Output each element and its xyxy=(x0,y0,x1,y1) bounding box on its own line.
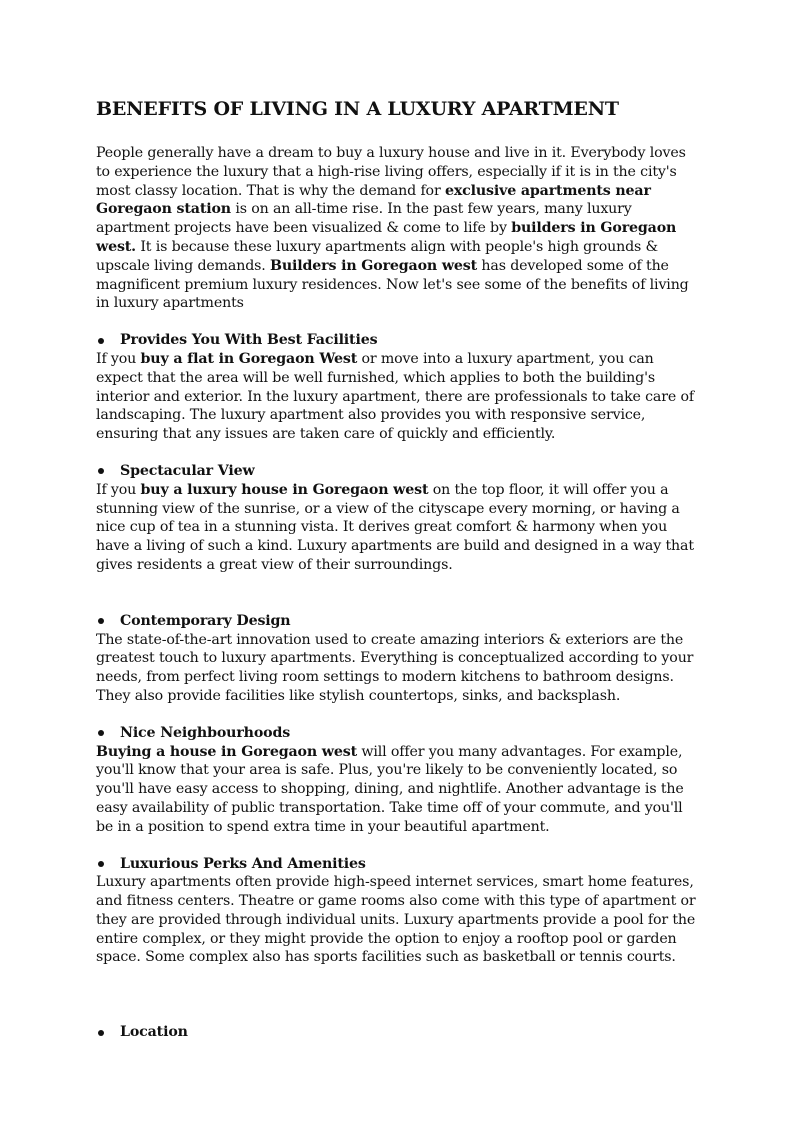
section-heading xyxy=(96,855,700,874)
intro-keyword: exclusive apartments near Goregaon station xyxy=(96,182,651,218)
section-heading-text: Luxurious Perks And Amenities xyxy=(120,855,366,872)
page-title: BENEFITS OF LIVING IN A LUXURY APARTMENT xyxy=(96,98,619,120)
section-body xyxy=(96,481,700,575)
section-heading xyxy=(96,612,700,631)
body-text: If you xyxy=(96,481,141,498)
section-heading-text: Nice Neighbourhoods xyxy=(120,724,291,741)
body-text: will offer you many advantages. For example, you'll know that your area is safe. Plus, you're likely to be conveniently located, so you'll have easy access to shopping, dining, and nightlife. Another advantage is the easy availability of public transportation. Take time off of your commute, and you'll be in a position to spend extra time in your beautiful apartment. xyxy=(96,743,684,835)
body-keyword: buy a luxury house in Goregaon west xyxy=(140,481,429,498)
section-heading xyxy=(96,1023,700,1042)
section-heading-text: Location xyxy=(120,1024,188,1041)
section-heading xyxy=(96,724,700,743)
section-heading-text: Contemporary Design xyxy=(120,612,291,629)
body-text: The state-of-the-art innovation used to create amazing interiors & exteriors are the greatest touch to luxury apartments. Everything is conceptualized according to your needs, from perfect living room settings to modern kitchens to bathroom designs. They also provide facilities like stylish countertops, sinks, and backsplash. xyxy=(96,631,694,704)
body-text: Luxury apartments often provide high-speed internet services, smart home features, and fitness centers. Theatre or game rooms also come with this type of apartment or they are provided through individual units. Luxury apartments provide a pool for the entire complex, or they might provide the option to enjoy a rooftop pool or garden space. Some complex also has sports facilities such as basketball or tennis courts. xyxy=(96,874,696,966)
body-keyword: buy a flat in Goregaon West xyxy=(140,350,358,367)
section-location xyxy=(96,1023,700,1042)
section-body xyxy=(96,631,700,706)
section-best-facilities xyxy=(96,331,700,444)
body-text: or move into a luxury apartment, you can expect that the area will be well furnished, which applies to both the building's interior and exterior. In the luxury apartment, there are professionals to take care of landscaping. The luxury apartment also provides you with responsive service, ensuring that any issues are taken care of quickly and efficiently. xyxy=(96,350,694,443)
intro-text: has developed some of the magnificent premium luxury residences. Now let's see some of the benefits of living in luxury apartments xyxy=(96,257,689,312)
section-perks-amenities xyxy=(96,855,700,968)
section-spectacular-view xyxy=(96,462,700,575)
body-text: If you xyxy=(96,350,141,367)
intro-text: People generally have a dream to buy a luxury house and live in it. Everybody loves to experience the luxury that a high-rise living offers, especially if it is in the city's most classy location. That is why the demand for xyxy=(96,145,686,199)
section-heading xyxy=(96,462,700,481)
section-contemporary-design xyxy=(96,612,700,706)
intro-text: It is because these luxury apartments align with people's high grounds & upscale living demands. xyxy=(96,238,659,274)
intro-keyword: Builders in Goregaon west xyxy=(270,257,478,274)
section-body xyxy=(96,743,700,837)
section-heading-text: Spectacular View xyxy=(120,462,255,479)
body-text: on the top floor, it will offer you a stunning view of the sunrise, or a view of the cityscape every morning, or having a nice cup of tea in a stunning vista. It derives great comfort & harmony when you have a living of such a kind. Luxury apartments are build and designed in a way that gives residents a great view of their surroundings. xyxy=(96,481,694,573)
body-keyword: Buying a house in Goregaon west xyxy=(96,743,357,760)
section-heading xyxy=(96,331,700,350)
document-page xyxy=(96,96,700,1060)
section-body xyxy=(96,873,700,967)
section-nice-neighbourhoods xyxy=(96,724,700,837)
section-body xyxy=(96,350,700,444)
section-heading-text: Provides You With Best Facilities xyxy=(120,332,378,349)
intro-paragraph xyxy=(96,144,700,313)
intro-keyword: builders in Goregaon west. xyxy=(96,220,677,255)
intro-text: is on an all-time rise. In the past few years, many luxury apartment projects have been visualized & come to life by xyxy=(96,201,632,237)
